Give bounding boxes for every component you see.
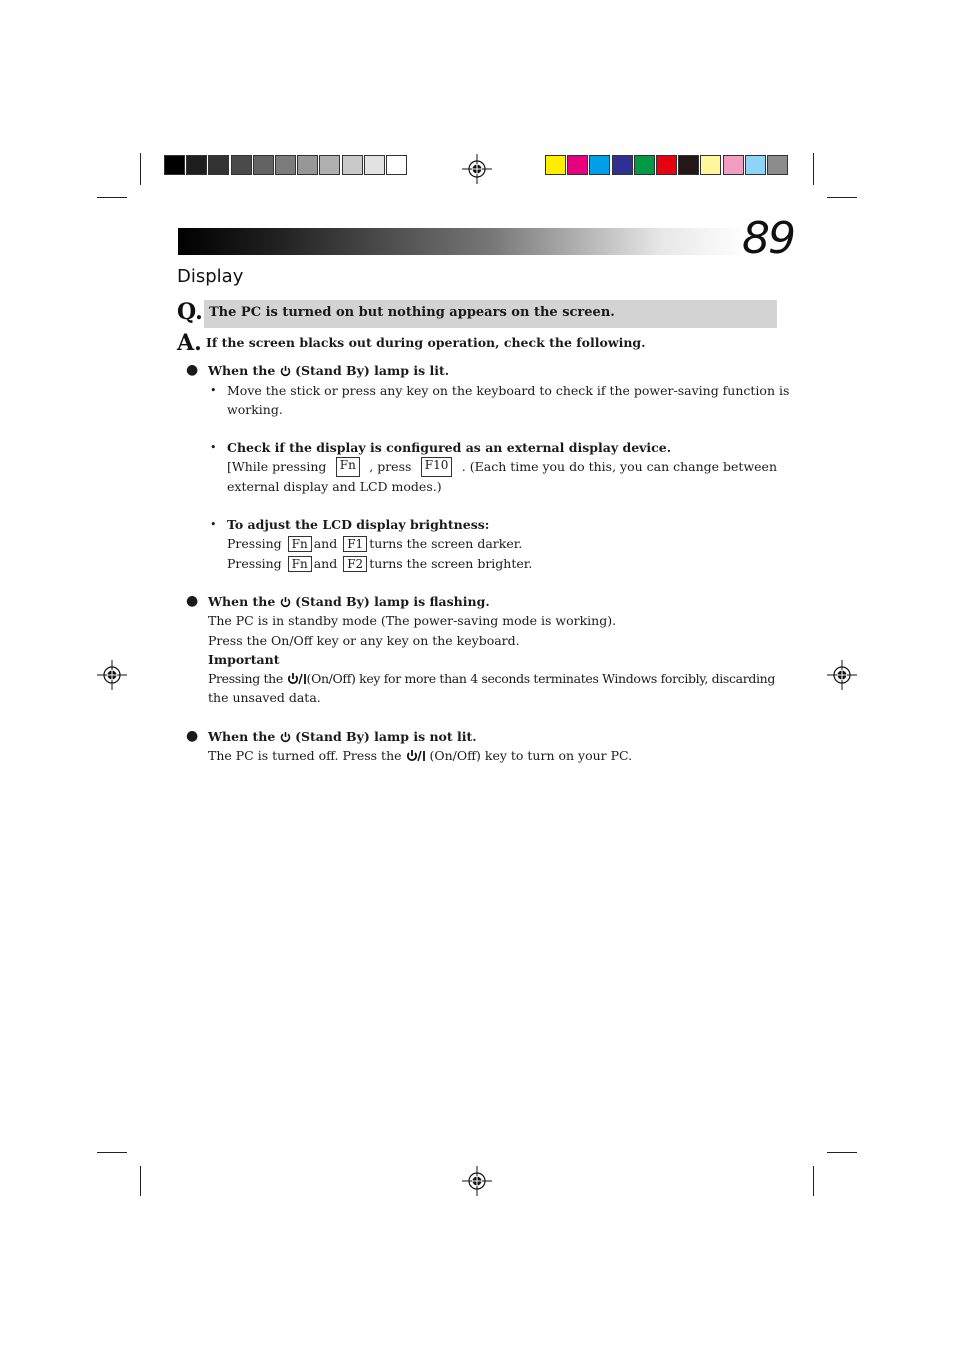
f10-key: F10 [421, 457, 453, 477]
bullet-icon: ● [186, 593, 199, 609]
important-label: Important [208, 652, 280, 667]
standby-icon [280, 596, 291, 608]
standby-icon [280, 731, 291, 743]
answer-intro: If the screen blacks out during operation, check the following. [206, 335, 646, 350]
color-swatch [231, 155, 252, 175]
color-swatch [386, 155, 407, 175]
registration-mark-icon [97, 660, 127, 690]
color-swatch [656, 155, 677, 175]
color-swatch [612, 155, 633, 175]
crop-mark [827, 197, 857, 198]
color-swatch [364, 155, 385, 175]
crop-mark [97, 1152, 127, 1153]
color-swatch [567, 155, 588, 175]
lit-bullet1-cont: working. [227, 402, 283, 417]
flashing-heading: When the (Stand By) lamp is flashing. [208, 594, 490, 609]
lit-bullet2-line: [While pressing Fn , press F10 . (Each time you do this, you can change between [227, 457, 777, 477]
answer-label: A. [177, 330, 202, 356]
color-swatch [767, 155, 788, 175]
lit-bullet2-heading: Check if the display is configured as an external display device. [227, 440, 672, 455]
not-lit-line: The PC is turned off. Press the (On/Off) key to turn on your PC. [208, 748, 633, 763]
not-lit-heading: When the (Stand By) lamp is not lit. [208, 729, 477, 744]
brighter-line: Pressing Fn and F2 turns the screen brighter. [227, 556, 533, 571]
lit-bullet2-cont: external display and LCD modes.) [227, 479, 442, 494]
bullet-icon: • [210, 441, 217, 454]
flashing-line2: Press the On/Off key or any key on the keyboard. [208, 633, 520, 648]
power-onoff-icon [287, 672, 307, 685]
fn-key: Fn [336, 457, 360, 477]
page-number: 89 [742, 213, 794, 264]
color-swatch [275, 155, 296, 175]
question-text: The PC is turned on but nothing appears on the screen. [209, 305, 615, 320]
f1-key: F1 [343, 536, 367, 552]
question-box [204, 300, 777, 328]
crop-mark [813, 1166, 814, 1196]
color-swatch [319, 155, 340, 175]
color-swatch [589, 155, 610, 175]
darker-line: Pressing Fn and F1 turns the screen darker. [227, 536, 523, 551]
color-swatch [297, 155, 318, 175]
color-swatch [253, 155, 274, 175]
bullet-icon: ● [186, 362, 199, 378]
question-label: Q. [177, 299, 203, 325]
crop-mark [140, 153, 141, 185]
important-cont: the unsaved data. [208, 690, 321, 705]
lit-heading: When the (Stand By) lamp is lit. [208, 363, 450, 378]
lit-bullet3-heading: To adjust the LCD display brightness: [227, 517, 490, 532]
f2-key: F2 [343, 556, 367, 572]
fn-key: Fn [288, 536, 312, 552]
color-swatch [745, 155, 766, 175]
color-swatch [186, 155, 207, 175]
header-gradient-band [178, 228, 748, 255]
color-swatch [342, 155, 363, 175]
color-swatch [678, 155, 699, 175]
crop-mark [827, 1152, 857, 1153]
color-swatch [164, 155, 185, 175]
important-line: Pressing the (On/Off) key for more than 4 seconds terminates Windows forcibly, discarding [208, 671, 775, 686]
bullet-icon: ● [186, 728, 199, 744]
fn-key: Fn [288, 556, 312, 572]
color-swatch [634, 155, 655, 175]
standby-icon [280, 365, 291, 377]
crop-mark [813, 153, 814, 185]
section-title: Display [177, 266, 244, 287]
power-onoff-icon [406, 749, 426, 762]
crop-mark [97, 197, 127, 198]
crop-mark [140, 1166, 141, 1196]
lit-bullet1: Move the stick or press any key on the keyboard to check if the power-saving function is [227, 383, 790, 398]
bullet-icon: • [210, 518, 217, 531]
color-swatch [700, 155, 721, 175]
bullet-icon: • [210, 384, 217, 397]
color-swatch [208, 155, 229, 175]
color-swatch [545, 155, 566, 175]
registration-mark-icon [462, 1166, 492, 1196]
registration-mark-icon [827, 660, 857, 690]
flashing-line1: The PC is in standby mode (The power-saving mode is working). [208, 613, 617, 628]
color-swatch [723, 155, 744, 175]
registration-mark-icon [462, 154, 492, 184]
